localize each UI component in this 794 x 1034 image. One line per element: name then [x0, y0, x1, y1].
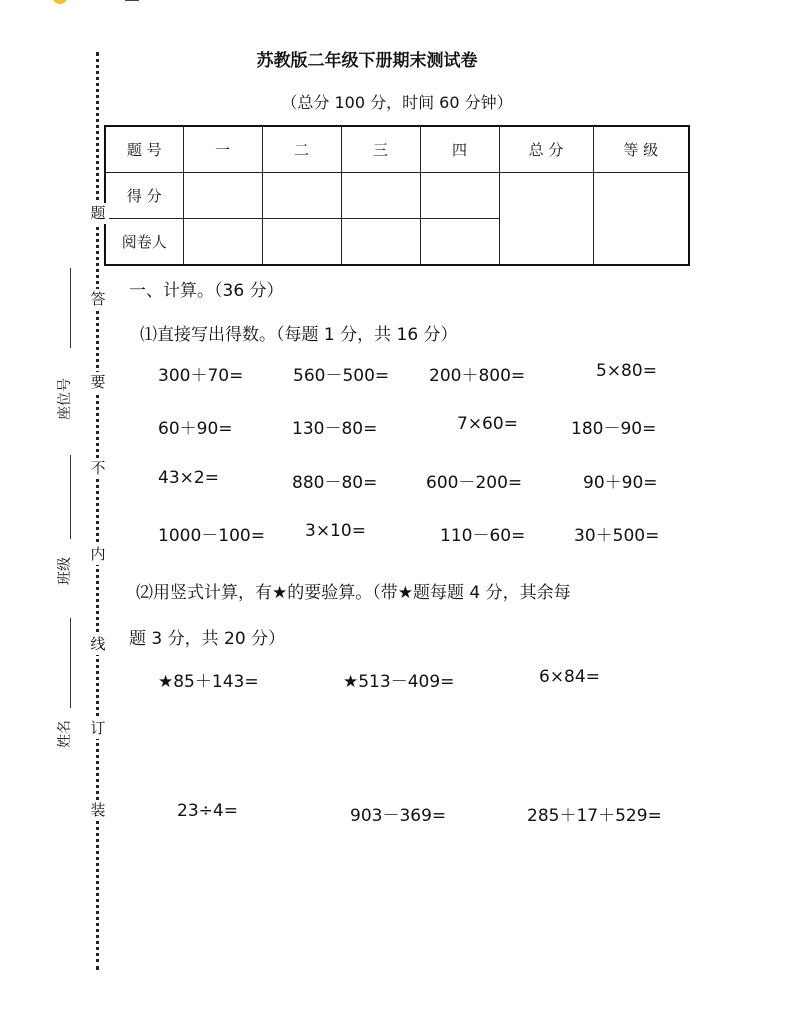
problem: 560－500= — [293, 366, 390, 386]
row-label: 得 分 — [105, 172, 183, 218]
problem: 7×60= — [457, 414, 518, 434]
grader-cell — [420, 218, 499, 265]
problem: 600－200= — [426, 473, 523, 493]
grader-cell — [262, 218, 341, 265]
problem: 110－60= — [440, 526, 526, 546]
problem: 130－80= — [292, 419, 378, 439]
problem: 43×2= — [158, 468, 219, 488]
problem: ★85＋143= — [158, 672, 259, 692]
seat-number-line — [70, 268, 71, 348]
problem: 90＋90= — [583, 473, 658, 493]
name-line — [70, 618, 71, 708]
header-cell: 二 — [262, 126, 341, 172]
problem: ★513－409= — [343, 672, 455, 692]
binding-char: 内 — [87, 544, 109, 565]
problem: 1000－100= — [158, 526, 265, 546]
problem: 3×10= — [305, 521, 366, 541]
part-1-title: ⑴直接写出得数。（每题 1 分，共 16 分） — [140, 325, 458, 345]
problem: 903－369= — [350, 806, 447, 826]
problem: 5×80= — [596, 361, 657, 381]
binding-char: 不 — [87, 458, 109, 479]
section-1-title: 一、计算。（36 分） — [129, 281, 284, 301]
problem: 180－90= — [571, 419, 657, 439]
header-cell: 总 分 — [499, 126, 593, 172]
header-cell: 四 — [420, 126, 499, 172]
problem: 200＋800= — [429, 366, 526, 386]
binding-char: 装 — [87, 800, 109, 821]
binding-char: 线 — [87, 634, 109, 655]
logo-mark — [52, 0, 68, 4]
score-cell — [341, 172, 420, 218]
seat-number-label: 座位号 — [57, 378, 73, 420]
name-label: 姓名 — [57, 720, 73, 748]
grader-cell — [341, 218, 420, 265]
class-line — [70, 455, 71, 539]
problem: 880－80= — [292, 473, 378, 493]
page-title: 苏教版二年级下册期末测试卷 — [256, 51, 478, 71]
score-cell — [262, 172, 341, 218]
problem: 23÷4= — [177, 801, 238, 821]
binding-char: 答 — [87, 289, 109, 310]
total-score-cell — [499, 172, 593, 265]
part-2-title-line-1: ⑵用竖式计算，有★的要验算。（带★题每题 4 分，其余每 — [136, 583, 571, 603]
score-cell — [420, 172, 499, 218]
header-cell: 等 级 — [593, 126, 689, 172]
header-cell: 一 — [183, 126, 262, 172]
binding-char: 题 — [87, 203, 109, 224]
problem: 300＋70= — [158, 366, 244, 386]
binding-char: 订 — [87, 718, 109, 739]
binding-dotted-line — [96, 52, 99, 970]
binding-char: 要 — [87, 372, 109, 393]
grader-cell — [183, 218, 262, 265]
row-label: 阅卷人 — [105, 218, 183, 265]
score-table — [104, 125, 690, 266]
score-table-header-row — [105, 126, 689, 172]
grade-cell — [593, 172, 689, 265]
score-cell — [183, 172, 262, 218]
header-cell: 题 号 — [105, 126, 183, 172]
score-row — [105, 172, 689, 218]
page-subtitle: （总分 100 分，时间 60 分钟） — [281, 93, 513, 112]
problem: 30＋500= — [574, 526, 660, 546]
problem: 6×84= — [539, 667, 600, 687]
problem: 60＋90= — [158, 419, 233, 439]
problem: 285＋17＋529= — [527, 806, 662, 826]
header-cell: 三 — [341, 126, 420, 172]
part-2-title-line-2: 题 3 分，共 20 分） — [129, 629, 286, 649]
logo-mark-2 — [125, 0, 139, 1]
class-label: 班级 — [57, 557, 73, 585]
